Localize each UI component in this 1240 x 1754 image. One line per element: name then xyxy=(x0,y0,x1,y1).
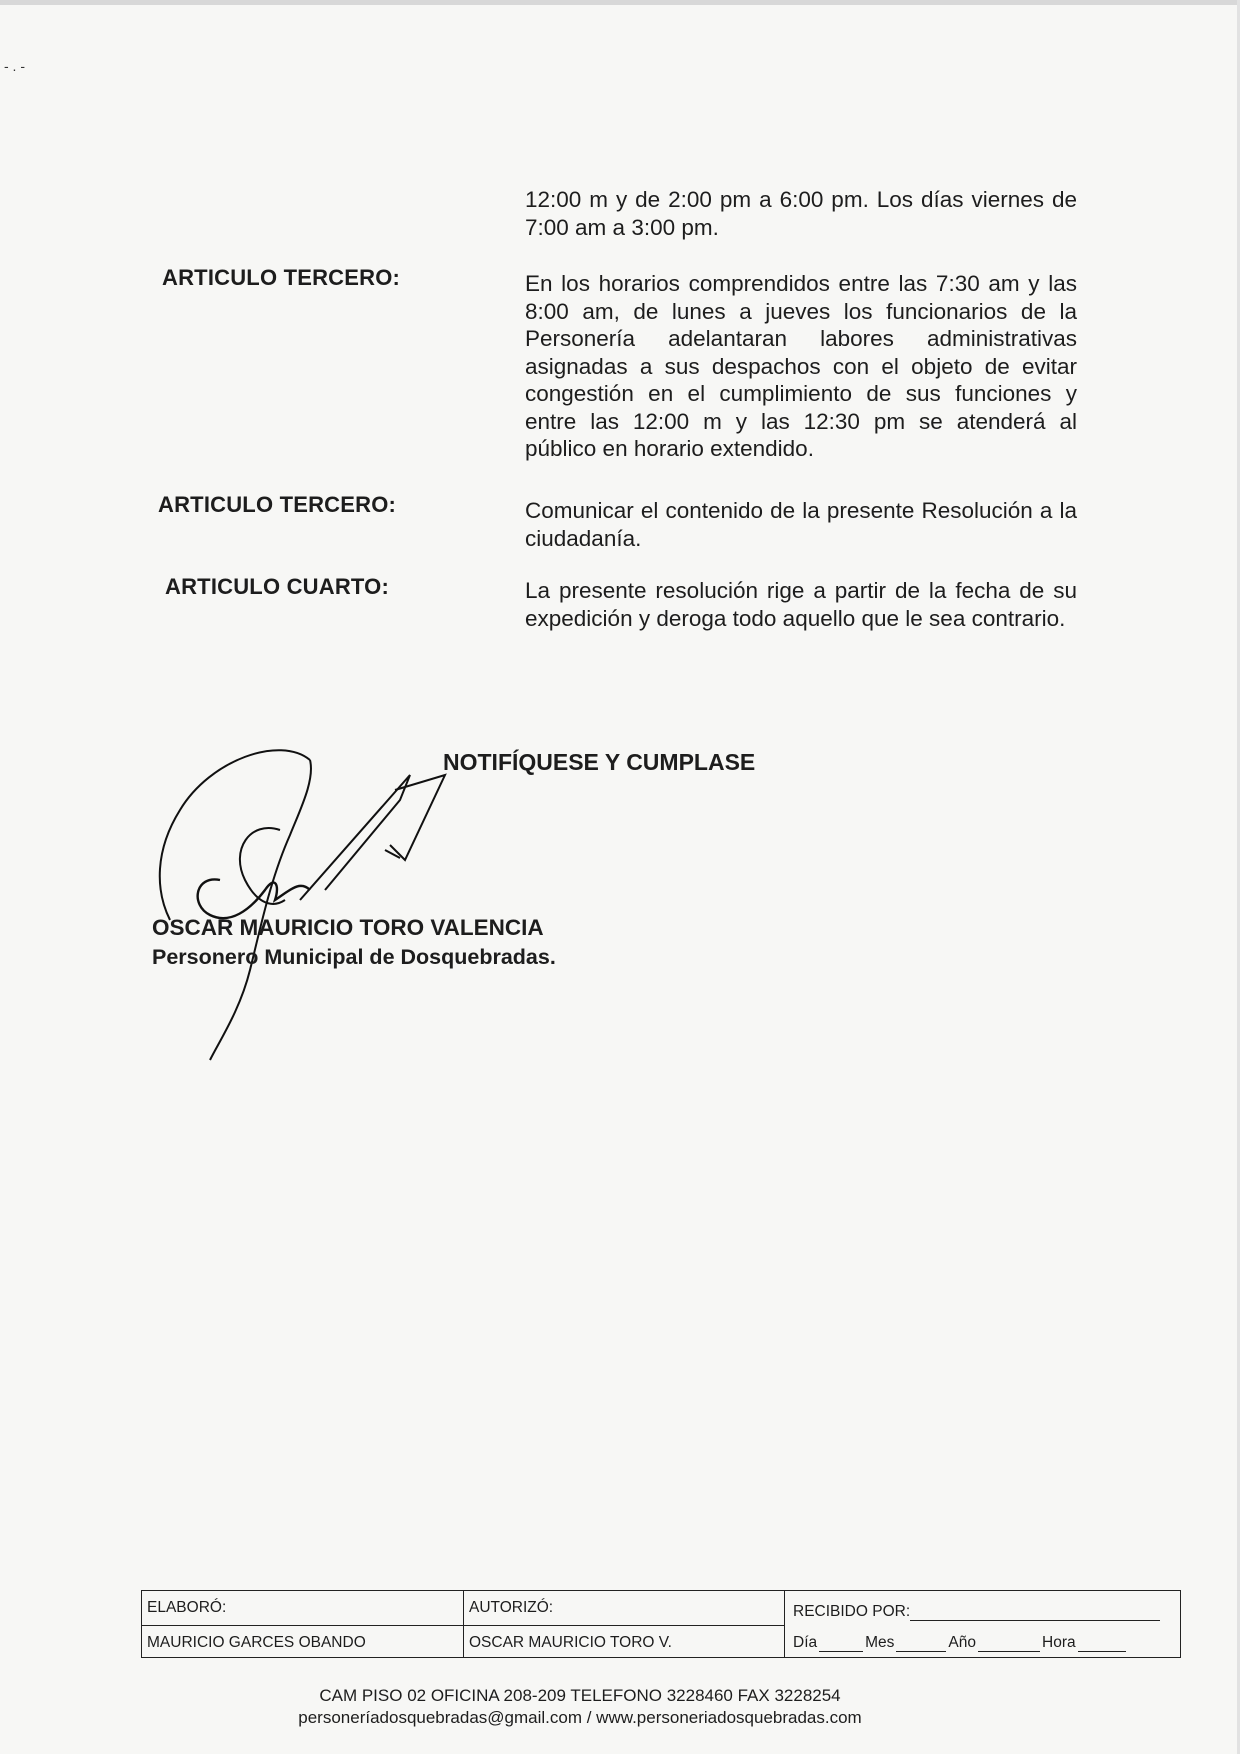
date-row xyxy=(793,1634,1128,1652)
signer-name: OSCAR MAURICIO TORO VALENCIA xyxy=(152,915,544,940)
autorizo-value: OSCAR MAURICIO TORO V. xyxy=(469,1634,672,1651)
signer-title: Personero Municipal de Dosquebradas. xyxy=(152,945,556,969)
elaboro-cell xyxy=(142,1591,463,1657)
article-2-heading: ARTICULO TERCERO: xyxy=(158,492,397,517)
article-1-heading: ARTICULO TERCERO: xyxy=(162,265,401,290)
hora-label: Hora xyxy=(1042,1634,1076,1651)
recibido-row xyxy=(793,1603,1160,1621)
stray-mark: - . - xyxy=(4,58,25,74)
article-2-text: Comunicar el contenido de la presente Resolución a la ciudadanía. xyxy=(525,498,1077,551)
article-1-text: En los horarios comprendidos entre las 7:30 am y las 8:00 am, de lunes a jueves los funcionarios de la Personería adelantaran labores administrativas asignadas a sus despachos con el objeto de evitar congestión en el cumplimiento de sus funciones y entre las 12:00 m y las 12:30 pm se atenderá al público en horario extendido. xyxy=(525,271,1077,461)
handwritten-signature xyxy=(150,740,470,1070)
scan-top-edge xyxy=(0,0,1240,5)
autorizo-label: AUTORIZÓ: xyxy=(469,1599,554,1616)
ano-label: Año xyxy=(948,1634,977,1651)
autorizo-cell xyxy=(463,1591,784,1657)
recibido-label: RECIBIDO POR: xyxy=(793,1603,911,1620)
contact-line: personeríadosquebradas@gmail.com / www.personeriadosquebradas.com xyxy=(298,1708,862,1727)
intro-paragraph: 12:00 m y de 2:00 pm a 6:00 pm. Los días viernes de 7:00 am a 3:00 pm. xyxy=(525,187,1077,240)
recibido-blank xyxy=(910,1606,1160,1621)
elaboro-label: ELABORÓ: xyxy=(147,1599,227,1616)
dia-label: Día xyxy=(793,1634,818,1651)
recibido-cell xyxy=(784,1591,1179,1657)
address-line: CAM PISO 02 OFICINA 208-209 TELEFONO 3228460 FAX 3228254 xyxy=(319,1686,841,1705)
elaboro-value: MAURICIO GARCES OBANDO xyxy=(147,1634,366,1651)
article-3-text: La presente resolución rige a partir de la fecha de su expedición y deroga todo aquello que le sea contrario. xyxy=(525,578,1077,631)
article-3-heading: ARTICULO CUARTO: xyxy=(165,574,389,599)
footer-approval-table xyxy=(141,1590,1181,1658)
mes-label: Mes xyxy=(865,1634,895,1651)
closing-statement: NOTIFÍQUESE Y CUMPLASE xyxy=(443,749,756,775)
